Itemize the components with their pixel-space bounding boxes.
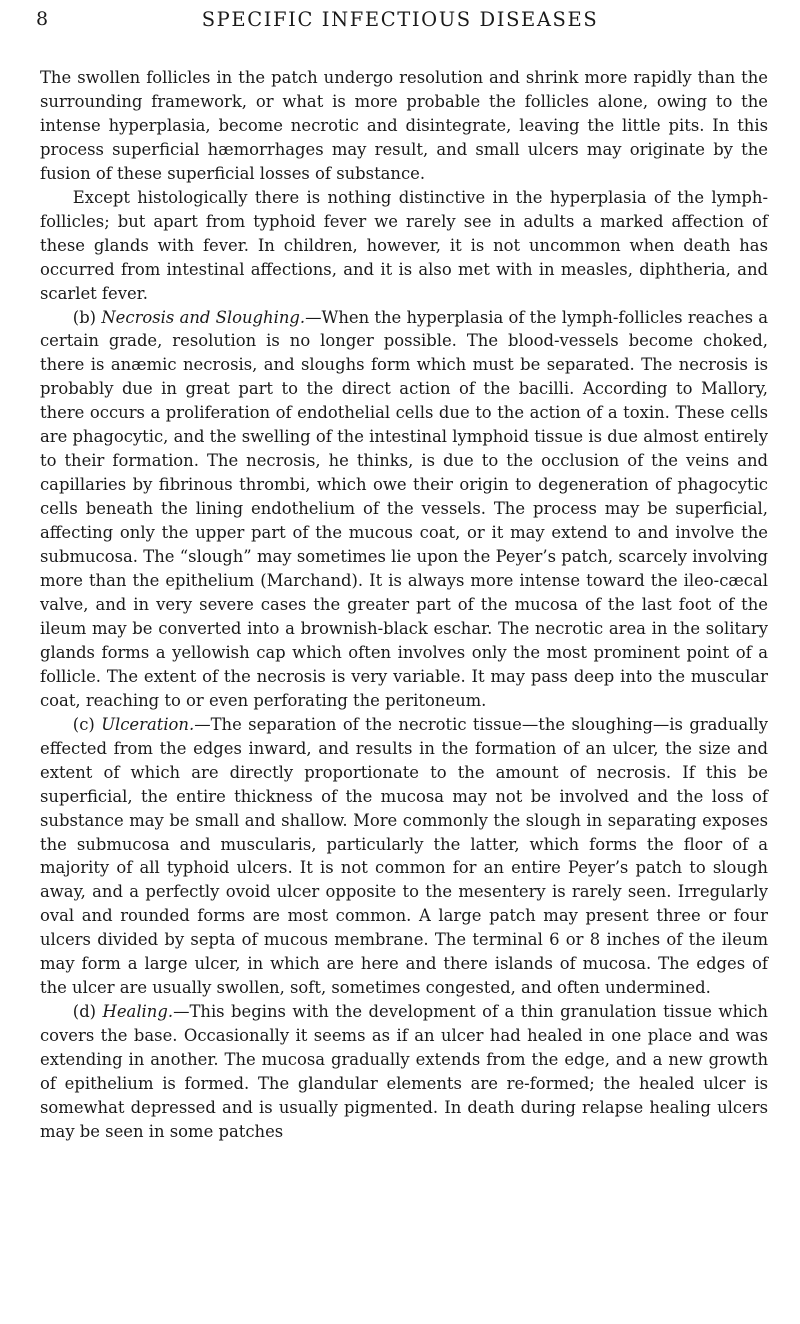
section-heading-ulceration: Ulceration. xyxy=(101,714,195,734)
page-number: 8 xyxy=(36,8,49,30)
body-text xyxy=(40,66,768,1144)
section-label-b: (b) xyxy=(72,307,97,327)
paragraph-2: Except histologically there is nothing distinctive in the hyperplasia of the lymph-follicles; but apart from typhoid fever we rarely see in adults a marked affection of these glands with fever. In children, however, it is not uncommon when death has occurred from intestinal affections, and it is also met with in measles, diphtheria, and scarlet fever. xyxy=(40,187,768,303)
section-label-c: (c) xyxy=(72,714,95,734)
paragraph-1: The swollen follicles in the patch undergo resolution and shrink more rapidly than the surrounding framework, or what is more probable the follicles alone, owing to the intense hyperplasia, become necrotic and disintegrate, leaving the little pits. In this process superficial hæmorrhages may result, and small ulcers may originate by the fusion of these superficial losses of substance. xyxy=(40,68,768,183)
page-header xyxy=(36,4,764,38)
section-heading-necrosis: Necrosis and Sloughing. xyxy=(101,307,306,327)
paragraph-ulceration xyxy=(40,713,768,1000)
section-heading-healing: Healing. xyxy=(102,1002,174,1022)
section-text-necrosis: —When the hyperplasia of the lymph-follicles reaches a certain grade, resolution is no longer possible. The blood-vessels become choked, there is anæmic necrosis, and sloughs form which must be separated. The necrosis is probably due in great part to the direct action of the bacilli. According to Mallory, there occurs a proliferation of endothelial cells due to the action of a toxin. These cells are phagocytic, and the swelling of the intestinal lymphoid tissue is due almost entirely to their formation. The necrosis, he thinks, is due to the occlusion of the veins and capillaries by fibrinous thrombi, which owe their origin to degeneration of phagocytic cells beneath the lining endothelium of the vessels. The process may be superficial, affecting only the upper part of the mucous coat, or it may extend to and involve the submucosa. The “slough” may sometimes lie upon the Peyer’s patch, scarcely involving more than the epithelium (Marchand). It is always more intense toward the ileo-cæcal valve, and in very severe cases the greater part of the mucosa of the last foot of the ileum may be converted into a brownish-black eschar. The necrotic area in the solitary glands forms a yellowish cap which often involves only the most prominent point of a follicle. The extent of the necrosis is very variable. It may pass deep into the muscular coat, reaching to or even perforating the peritoneum. xyxy=(40,307,768,710)
section-text-healing: —This begins with the development of a thin granulation tissue which covers the base. Occasionally it seems as if an ulcer had healed in one place and was extending in another. The mucosa gradually extends from the edge, and a new growth of epithelium is formed. The glandular elements are re-formed; the healed ulcer is somewhat depressed and is usually pigmented. In death during relapse healing ulcers may be seen in some patches xyxy=(40,1002,768,1141)
running-head: SPECIFIC INFECTIOUS DISEASES xyxy=(201,8,599,31)
paragraph-healing xyxy=(40,1000,768,1144)
section-text-ulceration: —The separation of the necrotic tissue—the sloughing—is gradually effected from the edges inward, and results in the formation of an ulcer, the size and extent of which are directly proportionate to the amount of necrosis. If this be superficial, the entire thickness of the mucosa may not be involved and the loss of substance may be small and shallow. More commonly the slough in separating exposes the submucosa and muscularis, particularly the latter, which forms the floor of a majority of all typhoid ulcers. It is not common for an entire Peyer’s patch to slough away, and a perfectly ovoid ulcer opposite to the mesentery is rarely seen. Irregularly oval and rounded forms are most common. A large patch may present three or four ulcers divided by septa of mucous membrane. The terminal 6 or 8 inches of the ileum may form a large ulcer, in which are here and there islands of mucosa. The edges of the ulcer are usually swollen, soft, sometimes congested, and often undermined. xyxy=(40,714,768,998)
paragraph-necrosis xyxy=(40,306,768,713)
section-label-d: (d) xyxy=(72,1002,97,1022)
